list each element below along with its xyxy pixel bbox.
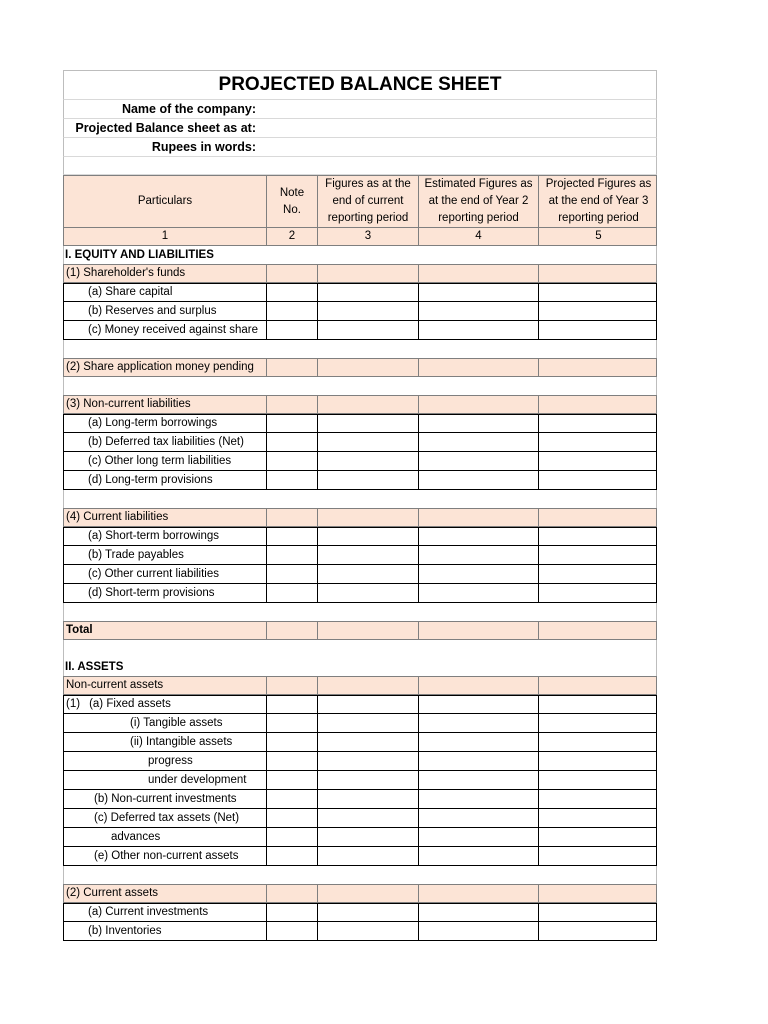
note-cell[interactable] (266, 359, 317, 376)
year2-cell[interactable] (418, 265, 538, 282)
table-row (63, 922, 657, 941)
spacer-row (63, 377, 657, 395)
note-cell[interactable] (266, 733, 317, 751)
row-label: (ii) Intangible assets (130, 735, 233, 748)
current-cell[interactable] (317, 302, 418, 320)
current-cell[interactable] (317, 359, 418, 376)
row-label: (c) Other current liabilities (88, 567, 220, 580)
table-row (63, 321, 657, 340)
note-cell[interactable] (266, 904, 317, 921)
row-label: (e) Other non-current assets (94, 849, 239, 862)
row-label: (d) Long-term provisions (88, 473, 213, 486)
current-cell[interactable] (317, 471, 418, 489)
row-text: (a) Fixed assets (89, 698, 171, 711)
group-row (63, 676, 657, 695)
spacer-row (63, 640, 657, 658)
note-cell[interactable] (266, 321, 317, 339)
colnum-5: 5 (538, 228, 658, 245)
current-cell[interactable] (317, 565, 418, 583)
note-cell[interactable] (266, 771, 317, 789)
row-label: (b) Deferred tax liabilities (Net) (88, 435, 244, 448)
note-cell[interactable] (266, 528, 317, 545)
year3-cell[interactable] (538, 733, 658, 751)
year2-cell[interactable] (418, 809, 538, 827)
year3-cell[interactable] (538, 922, 658, 940)
current-cell[interactable] (317, 284, 418, 301)
year3-cell[interactable] (538, 528, 658, 545)
note-cell[interactable] (266, 885, 317, 902)
row-label: (a) Current investments (88, 906, 209, 919)
year2-cell[interactable] (418, 528, 538, 545)
year2-cell[interactable] (418, 546, 538, 564)
row-label (64, 696, 266, 713)
year2-cell[interactable] (418, 284, 538, 301)
year3-cell[interactable] (538, 904, 658, 921)
spacer-row (63, 490, 657, 508)
year2-cell[interactable] (418, 415, 538, 432)
current-cell[interactable] (317, 733, 418, 751)
section-row (63, 658, 657, 676)
note-cell[interactable] (266, 396, 317, 413)
note-cell[interactable] (266, 415, 317, 432)
current-cell[interactable] (317, 677, 418, 694)
current-cell[interactable] (317, 828, 418, 846)
year3-cell[interactable] (538, 284, 658, 301)
group-label: (4) Current liabilities (66, 511, 169, 524)
note-cell[interactable] (266, 922, 317, 940)
year2-cell[interactable] (418, 509, 538, 526)
note-cell[interactable] (266, 565, 317, 583)
group-label: (2) Current assets (66, 887, 159, 900)
current-cell[interactable] (317, 546, 418, 564)
year3-cell[interactable] (538, 415, 658, 432)
column-number-row (63, 228, 657, 246)
rupees-label: Rupees in words: (151, 140, 256, 154)
year2-cell[interactable] (418, 471, 538, 489)
year3-cell[interactable] (538, 452, 658, 470)
blank-row (63, 157, 657, 175)
year2-cell[interactable] (418, 622, 538, 639)
year2-cell[interactable] (418, 565, 538, 583)
table-row (63, 771, 657, 790)
year2-cell[interactable] (418, 904, 538, 921)
year3-cell[interactable] (538, 546, 658, 564)
year2-cell[interactable] (418, 584, 538, 602)
row-label: under development (148, 773, 247, 786)
title-row (63, 70, 657, 100)
table-row (63, 433, 657, 452)
current-cell[interactable] (317, 433, 418, 451)
group-row (63, 884, 657, 903)
year3-cell[interactable] (538, 828, 658, 846)
row-label: (a) Short-term borrowings (88, 530, 220, 543)
row-label: (b) Trade payables (88, 548, 184, 561)
year2-cell[interactable] (418, 433, 538, 451)
group-row (63, 508, 657, 527)
header-note: Note No. (266, 176, 317, 227)
table-row (63, 752, 657, 771)
year3-cell[interactable] (538, 321, 658, 339)
group-row (63, 264, 657, 283)
note-cell[interactable] (266, 809, 317, 827)
total-label: Total (66, 624, 93, 637)
header-year3: Projected Figures as at the end of Year 3 reporting period (538, 176, 658, 227)
row-label: (c) Deferred tax assets (Net) (94, 811, 240, 824)
column-header-row (63, 175, 657, 228)
header-year2: Estimated Figures as at the end of Year 2 reporting period (418, 176, 538, 227)
table-row (63, 733, 657, 752)
note-cell[interactable] (266, 790, 317, 808)
year2-cell[interactable] (418, 790, 538, 808)
balance-sheet (63, 70, 657, 941)
year2-cell[interactable] (418, 733, 538, 751)
year2-cell[interactable] (418, 452, 538, 470)
current-cell[interactable] (317, 528, 418, 545)
year3-cell[interactable] (538, 302, 658, 320)
colnum-1: 1 (161, 230, 169, 243)
colnum-2: 2 (266, 228, 317, 245)
table-row (63, 546, 657, 565)
year2-cell[interactable] (418, 885, 538, 902)
year3-cell[interactable] (538, 622, 658, 639)
total-row (63, 621, 657, 640)
current-cell[interactable] (317, 771, 418, 789)
note-cell[interactable] (266, 509, 317, 526)
year2-cell[interactable] (418, 922, 538, 940)
current-cell[interactable] (317, 714, 418, 732)
year2-cell[interactable] (418, 752, 538, 770)
year2-cell[interactable] (418, 302, 538, 320)
year3-cell[interactable] (538, 714, 658, 732)
year2-cell[interactable] (418, 696, 538, 713)
note-cell[interactable] (266, 284, 317, 301)
group-label: Non-current assets (66, 679, 164, 692)
year2-cell[interactable] (418, 847, 538, 865)
note-cell[interactable] (266, 584, 317, 602)
table-row (63, 283, 657, 302)
row-label: (c) Other long term liabilities (88, 454, 232, 467)
table-row (63, 565, 657, 584)
current-cell[interactable] (317, 790, 418, 808)
spacer-row (63, 340, 657, 358)
rupees-row (63, 138, 657, 157)
note-cell[interactable] (266, 452, 317, 470)
current-cell[interactable] (317, 415, 418, 432)
year3-cell[interactable] (538, 584, 658, 602)
note-cell[interactable] (266, 302, 317, 320)
year2-cell[interactable] (418, 714, 538, 732)
current-cell[interactable] (317, 696, 418, 713)
section-row (63, 246, 657, 264)
note-cell[interactable] (266, 471, 317, 489)
header-current: Figures as at the end of current reporting period (317, 176, 418, 227)
group-row (63, 358, 657, 377)
year3-cell[interactable] (538, 809, 658, 827)
row-label: (a) Share capital (88, 286, 173, 299)
table-row (63, 714, 657, 733)
row-label: (a) Long-term borrowings (88, 417, 218, 430)
group-label: (3) Non-current liabilities (66, 398, 191, 411)
current-cell[interactable] (317, 396, 418, 413)
table-row (63, 584, 657, 603)
year2-cell[interactable] (418, 828, 538, 846)
note-cell[interactable] (266, 828, 317, 846)
sheet-title: PROJECTED BALANCE SHEET (218, 74, 502, 95)
table-row (63, 527, 657, 546)
year3-cell[interactable] (538, 696, 658, 713)
year3-cell[interactable] (538, 359, 658, 376)
note-cell[interactable] (266, 714, 317, 732)
table-row (63, 790, 657, 809)
colnum-3: 3 (317, 228, 418, 245)
year3-cell[interactable] (538, 265, 658, 282)
table-row (63, 847, 657, 866)
table-row (63, 414, 657, 433)
table-row (63, 695, 657, 714)
note-cell[interactable] (266, 265, 317, 282)
note-cell[interactable] (266, 546, 317, 564)
row-label: (b) Inventories (88, 924, 162, 937)
table-row (63, 903, 657, 922)
table-row (63, 471, 657, 490)
current-cell[interactable] (317, 584, 418, 602)
company-name-label: Name of the company: (121, 102, 256, 116)
year2-cell[interactable] (418, 321, 538, 339)
current-cell[interactable] (317, 452, 418, 470)
note-cell[interactable] (266, 696, 317, 713)
row-label: (i) Tangible assets (130, 716, 223, 729)
year2-cell[interactable] (418, 771, 538, 789)
year3-cell[interactable] (538, 509, 658, 526)
spacer-row (63, 866, 657, 884)
spacer-row (63, 603, 657, 621)
current-cell[interactable] (317, 922, 418, 940)
row-label: (d) Short-term provisions (88, 586, 215, 599)
year3-cell[interactable] (538, 752, 658, 770)
row-label: progress (148, 754, 193, 767)
as-at-label: Projected Balance sheet as at: (75, 121, 256, 135)
table-row (63, 452, 657, 471)
current-cell[interactable] (317, 904, 418, 921)
year3-cell[interactable] (538, 771, 658, 789)
group-label: (2) Share application money pending (66, 361, 254, 374)
note-cell[interactable] (266, 752, 317, 770)
current-cell[interactable] (317, 752, 418, 770)
row-number: (1) (66, 698, 81, 711)
note-cell[interactable] (266, 677, 317, 694)
current-cell[interactable] (317, 265, 418, 282)
section-equity-label: I. EQUITY AND LIABILITIES (65, 248, 214, 261)
group-row (63, 395, 657, 414)
note-cell[interactable] (266, 622, 317, 639)
colnum-4: 4 (418, 228, 538, 245)
year3-cell[interactable] (538, 565, 658, 583)
year2-cell[interactable] (418, 396, 538, 413)
group-label: (1) Shareholder's funds (66, 267, 186, 280)
note-cell[interactable] (266, 847, 317, 865)
year3-cell[interactable] (538, 885, 658, 902)
year3-cell[interactable] (538, 471, 658, 489)
year2-cell[interactable] (418, 359, 538, 376)
current-cell[interactable] (317, 509, 418, 526)
table-row (63, 302, 657, 321)
year3-cell[interactable] (538, 396, 658, 413)
header-particulars: Particulars (137, 195, 193, 207)
section-assets-label: II. ASSETS (65, 660, 124, 673)
current-cell[interactable] (317, 809, 418, 827)
note-cell[interactable] (266, 433, 317, 451)
year2-cell[interactable] (418, 677, 538, 694)
row-label: (b) Non-current investments (94, 792, 237, 805)
as-at-row (63, 119, 657, 138)
current-cell[interactable] (317, 885, 418, 902)
year3-cell[interactable] (538, 677, 658, 694)
year3-cell[interactable] (538, 790, 658, 808)
row-label: (b) Reserves and surplus (88, 304, 217, 317)
table-row (63, 828, 657, 847)
row-label: (c) Money received against share (88, 323, 259, 336)
year3-cell[interactable] (538, 433, 658, 451)
table-row (63, 809, 657, 828)
year3-cell[interactable] (538, 847, 658, 865)
company-name-row (63, 100, 657, 119)
current-cell[interactable] (317, 622, 418, 639)
current-cell[interactable] (317, 321, 418, 339)
current-cell[interactable] (317, 847, 418, 865)
row-label: advances (111, 830, 161, 843)
